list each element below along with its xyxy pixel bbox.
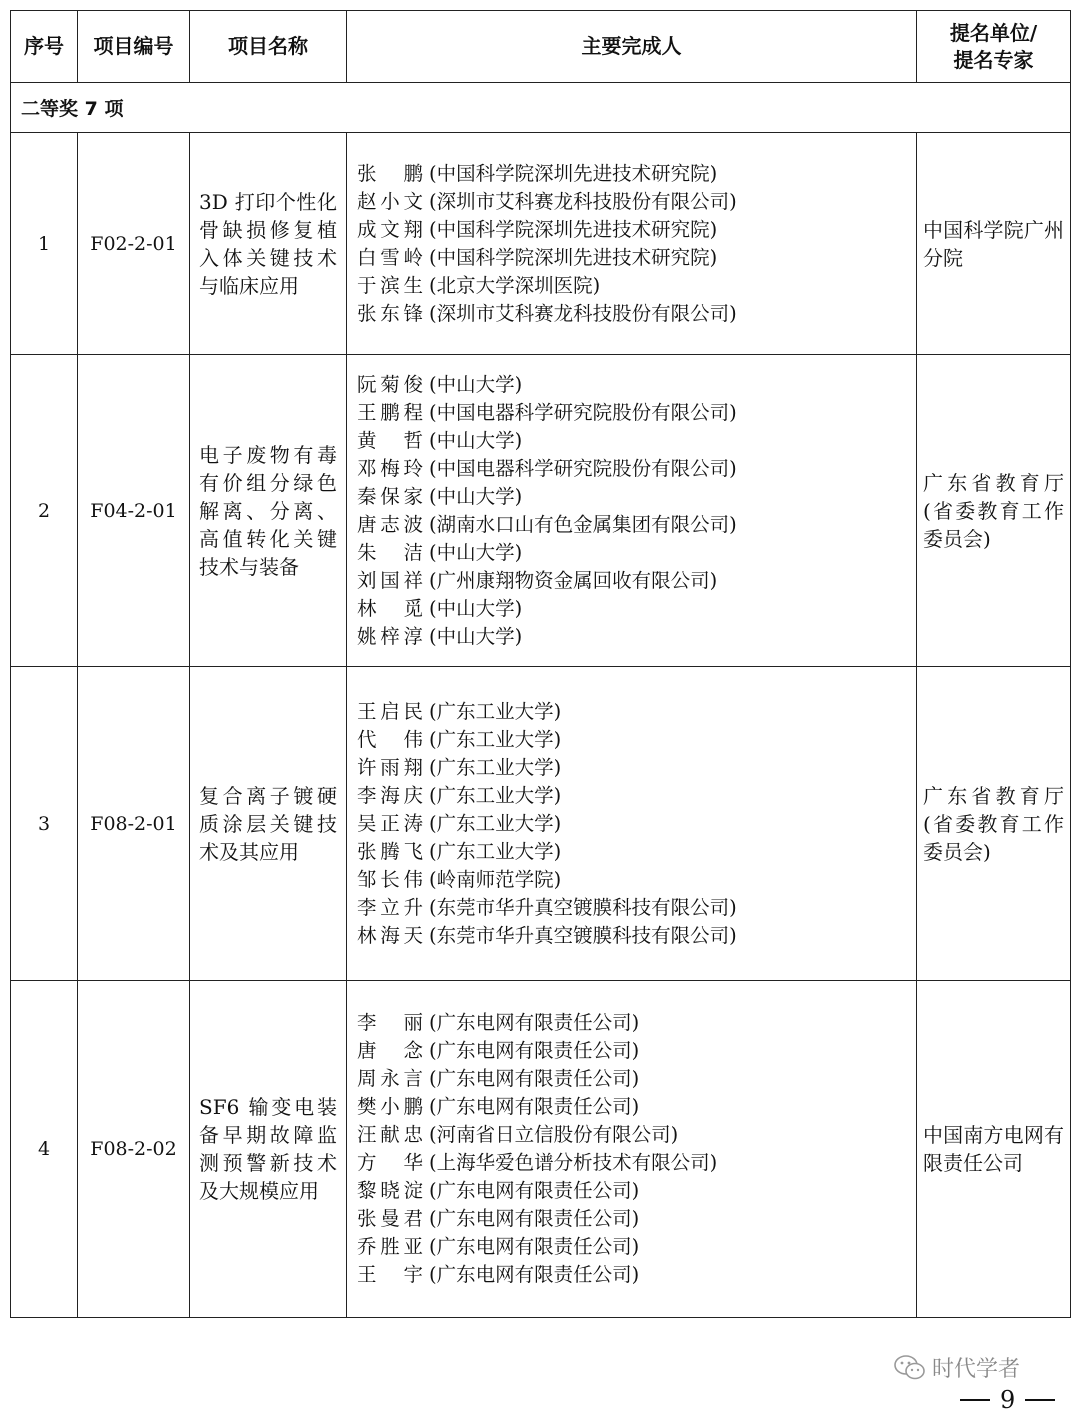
person-name: 张曼君: [357, 1207, 423, 1230]
section-row: [11, 83, 1071, 133]
person-entry: [357, 782, 916, 810]
person-org: (广东电网有限责任公司): [429, 1067, 640, 1090]
person-org: (广东工业大学): [429, 783, 562, 807]
person-org: (广东工业大学): [429, 755, 562, 779]
person-name: 赵小文: [357, 189, 423, 213]
page-number-value: 9: [1000, 1386, 1016, 1414]
person-name: 周永言: [357, 1067, 423, 1090]
person-org: (中国电器科学研究院股份有限公司): [429, 456, 737, 480]
person-entry: [357, 160, 916, 188]
person-entry: [357, 810, 916, 838]
person-entry: [357, 623, 916, 651]
person-name: 唐 念: [357, 1039, 423, 1062]
row-seq: 2: [11, 355, 78, 667]
person-org: (中国科学院深圳先进技术研究院): [429, 161, 718, 185]
person-name: 王鹏程: [357, 400, 423, 424]
person-org: (广东电网有限责任公司): [429, 1039, 640, 1062]
person-name: 于滨生: [357, 273, 423, 297]
person-entry: [357, 511, 916, 539]
person-org: (中国科学院深圳先进技术研究院): [429, 245, 718, 269]
person-org: (东莞市华升真空镀膜科技有限公司): [429, 923, 737, 947]
person-org: (中山大学): [429, 484, 523, 508]
header-nominator: [917, 11, 1071, 83]
header-seq: 序号: [11, 11, 78, 83]
person-entry: [357, 1121, 916, 1149]
person-entry: [357, 922, 916, 950]
header-people: 主要完成人: [347, 11, 917, 83]
person-entry: [357, 483, 916, 511]
person-name: 黄 哲: [357, 428, 423, 452]
person-entry: [357, 1065, 916, 1093]
person-name: 姚梓淳: [357, 624, 423, 648]
table-row: [11, 355, 1071, 667]
person-entry: [357, 188, 916, 216]
person-org: (深圳市艾科赛龙科技股份有限公司): [429, 301, 737, 325]
person-entry: [357, 427, 916, 455]
person-org: (中国科学院深圳先进技术研究院): [429, 217, 718, 241]
person-entry: [357, 1177, 916, 1205]
row-seq: 4: [11, 981, 78, 1318]
table-row: [11, 981, 1071, 1318]
person-org: (上海华爱色谱分析技术有限公司): [429, 1151, 718, 1174]
person-org: (中山大学): [429, 596, 523, 620]
person-org: (广东电网有限责任公司): [429, 1011, 640, 1034]
person-org: (湖南水口山有色金属集团有限公司): [429, 512, 737, 536]
person-org: (中国电器科学研究院股份有限公司): [429, 400, 737, 424]
header-nominator-line1: 提名单位/: [949, 20, 1038, 45]
row-people: [347, 667, 917, 981]
person-org: (岭南师范学院): [429, 867, 562, 891]
person-org: (东莞市华升真空镀膜科技有限公司): [429, 895, 737, 919]
wechat-icon: [894, 1355, 926, 1381]
person-name: 林海天: [357, 923, 423, 947]
row-nominator: 中国南方电网有限责任公司: [917, 981, 1071, 1318]
row-people: [347, 133, 917, 355]
person-name: 王启民: [357, 699, 423, 723]
person-org: (广州康翔物资金属回收有限公司): [429, 568, 718, 592]
person-entry: [357, 455, 916, 483]
person-entry: [357, 866, 916, 894]
person-org: (中山大学): [429, 624, 523, 648]
person-entry: [357, 595, 916, 623]
row-seq: 1: [11, 133, 78, 355]
person-entry: [357, 726, 916, 754]
person-name: 樊小鹏: [357, 1095, 423, 1118]
person-name: 许雨翔: [357, 755, 423, 779]
person-entry: [357, 698, 916, 726]
person-entry: [357, 567, 916, 595]
person-entry: [357, 1037, 916, 1065]
row-people: [347, 981, 917, 1318]
person-org: (中山大学): [429, 428, 523, 452]
person-entry: [357, 399, 916, 427]
person-entry: [357, 272, 916, 300]
person-name: 成文翔: [357, 217, 423, 241]
person-name: 张腾飞: [357, 839, 423, 863]
person-entry: [357, 539, 916, 567]
person-entry: [357, 1009, 916, 1037]
person-entry: [357, 754, 916, 782]
person-entry: [357, 1233, 916, 1261]
row-code: F08-2-02: [78, 981, 190, 1318]
row-code: F04-2-01: [78, 355, 190, 667]
person-entry: [357, 244, 916, 272]
person-entry: [357, 1261, 916, 1289]
person-name: 代 伟: [357, 727, 423, 751]
row-code: F02-2-01: [78, 133, 190, 355]
person-org: (广东工业大学): [429, 727, 562, 751]
person-org: (深圳市艾科赛龙科技股份有限公司): [429, 189, 737, 213]
person-org: (中山大学): [429, 372, 523, 396]
person-org: (中山大学): [429, 540, 523, 564]
person-entry: [357, 1149, 916, 1177]
watermark: [894, 1352, 1020, 1383]
person-name: 唐志波: [357, 512, 423, 536]
person-org: (广东工业大学): [429, 839, 562, 863]
person-entry: [357, 300, 916, 328]
person-name: 张 鹏: [357, 161, 423, 185]
person-name: 林 觅: [357, 596, 423, 620]
person-name: 王 宇: [357, 1263, 423, 1286]
person-name: 邓梅玲: [357, 456, 423, 480]
person-name: 白雪岭: [357, 245, 423, 269]
row-nominator: 中国科学院广州分院: [917, 133, 1071, 355]
row-project-name: 3D 打印个性化骨缺损修复植入体关键技术与临床应用: [190, 133, 347, 355]
person-entry: [357, 1205, 916, 1233]
header-row: [11, 11, 1071, 83]
watermark-text: 时代学者: [932, 1357, 1021, 1382]
row-nominator: 广东省教育厅(省委教育工作委员会): [917, 667, 1071, 981]
header-name: 项目名称: [190, 11, 347, 83]
page-dash-left: [960, 1399, 990, 1401]
person-org: (北京大学深圳医院): [429, 273, 601, 297]
awards-table: [10, 10, 1071, 1318]
person-name: 朱 洁: [357, 540, 423, 564]
header-code: 项目编号: [78, 11, 190, 83]
person-name: 方 华: [357, 1151, 423, 1174]
person-name: 吴正涛: [357, 811, 423, 835]
row-project-name: 复合离子镀硬质涂层关键技术及其应用: [190, 667, 347, 981]
person-name: 李 丽: [357, 1011, 423, 1034]
person-org: (广东工业大学): [429, 811, 562, 835]
row-code: F08-2-01: [78, 667, 190, 981]
person-org: (广东电网有限责任公司): [429, 1207, 640, 1230]
person-org: (广东电网有限责任公司): [429, 1235, 640, 1258]
row-project-name: SF6 输变电装备早期故障监测预警新技术及大规模应用: [190, 981, 347, 1318]
person-org: (广东电网有限责任公司): [429, 1263, 640, 1286]
page-dash-right: [1025, 1399, 1055, 1401]
person-org: (广东电网有限责任公司): [429, 1179, 640, 1202]
person-entry: [357, 371, 916, 399]
person-name: 阮菊俊: [357, 372, 423, 396]
section-title: 二等奖 7 项: [11, 83, 1071, 133]
person-name: 刘国祥: [357, 568, 423, 592]
person-entry: [357, 894, 916, 922]
person-org: (河南省日立信股份有限公司): [429, 1123, 679, 1146]
person-entry: [357, 838, 916, 866]
page-number: [950, 1386, 1065, 1414]
row-project-name: 电子废物有毒有价组分绿色解离、分离、高值转化关键技术与装备: [190, 355, 347, 667]
person-org: (广东工业大学): [429, 699, 562, 723]
person-name: 汪献忠: [357, 1123, 423, 1146]
person-org: (广东电网有限责任公司): [429, 1095, 640, 1118]
person-name: 秦保家: [357, 484, 423, 508]
person-name: 李立升: [357, 895, 423, 919]
person-name: 乔胜亚: [357, 1235, 423, 1258]
table-row: [11, 667, 1071, 981]
person-name: 张东锋: [357, 301, 423, 325]
person-name: 黎晓淀: [357, 1179, 423, 1202]
row-seq: 3: [11, 667, 78, 981]
table-row: [11, 133, 1071, 355]
person-entry: [357, 216, 916, 244]
row-nominator: 广东省教育厅(省委教育工作委员会): [917, 355, 1071, 667]
person-name: 邹长伟: [357, 867, 423, 891]
row-people: [347, 355, 917, 667]
person-entry: [357, 1093, 916, 1121]
header-nominator-line2: 提名专家: [953, 47, 1034, 72]
person-name: 李海庆: [357, 783, 423, 807]
